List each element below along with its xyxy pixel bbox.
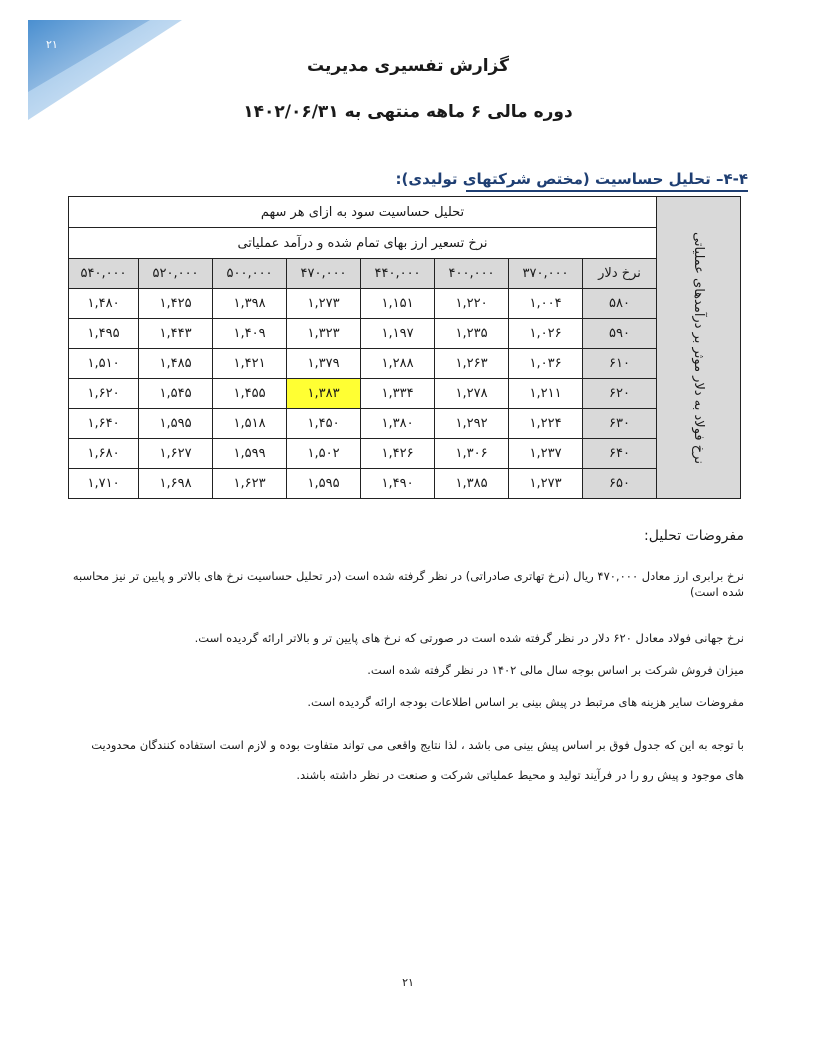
- value-cell: ۱,۴۵۵: [213, 379, 287, 409]
- value-cell: ۱,۰۲۶: [509, 319, 583, 349]
- value-cell: ۱,۴۹۵: [69, 319, 139, 349]
- value-cell: ۱,۲۳۷: [509, 439, 583, 469]
- side-label-cell: [657, 197, 741, 499]
- value-cell: ۱,۲۷۳: [509, 469, 583, 499]
- column-header: ۵۴۰,۰۰۰: [69, 259, 139, 289]
- table-row: [69, 469, 741, 499]
- value-cell: ۱,۵۱۰: [69, 349, 139, 379]
- table-row: [69, 379, 741, 409]
- value-cell: ۱,۴۲۶: [361, 439, 435, 469]
- column-header-row: [69, 259, 741, 289]
- value-cell: ۱,۴۸۵: [139, 349, 213, 379]
- table-title: تحلیل حساسیت سود به ازای هر سهم: [69, 197, 657, 228]
- value-cell: ۱,۲۳۵: [435, 319, 509, 349]
- value-cell: ۱,۲۷۳: [287, 289, 361, 319]
- section-underline: [466, 190, 748, 192]
- steel-rate-cell: ۵۸۰: [583, 289, 657, 319]
- column-header: ۴۰۰,۰۰۰: [435, 259, 509, 289]
- value-cell: ۱,۶۲۳: [213, 469, 287, 499]
- column-header: ۵۲۰,۰۰۰: [139, 259, 213, 289]
- value-cell: ۱,۴۴۳: [139, 319, 213, 349]
- table-row: [69, 289, 741, 319]
- footer-page-number: ۲۱: [402, 976, 414, 989]
- value-cell: ۱,۵۹۵: [287, 469, 361, 499]
- value-cell: ۱,۳۸۳: [287, 379, 361, 409]
- table-row: [69, 409, 741, 439]
- value-cell: ۱,۴۲۵: [139, 289, 213, 319]
- value-cell: ۱,۱۵۱: [361, 289, 435, 319]
- sensitivity-table: [68, 196, 741, 499]
- steel-rate-cell: ۶۳۰: [583, 409, 657, 439]
- steel-rate-cell: ۶۲۰: [583, 379, 657, 409]
- steel-rate-cell: ۶۵۰: [583, 469, 657, 499]
- value-cell: ۱,۵۹۵: [139, 409, 213, 439]
- value-cell: ۱,۳۲۳: [287, 319, 361, 349]
- value-cell: ۱,۰۰۴: [509, 289, 583, 319]
- table-row: [69, 439, 741, 469]
- value-cell: ۱,۵۱۸: [213, 409, 287, 439]
- value-cell: ۱,۶۹۸: [139, 469, 213, 499]
- period-title: دوره مالی ۶ ماهه منتهی به ۱۴۰۲/۰۶/۳۱: [243, 102, 573, 122]
- value-cell: ۱,۳۸۰: [361, 409, 435, 439]
- corner-page-number: ۲۱: [46, 38, 58, 51]
- value-cell: ۱,۲۸۸: [361, 349, 435, 379]
- table-subtitle: نرخ تسعیر ارز بهای تمام شده و درآمد عملیاتی: [69, 228, 657, 259]
- value-cell: ۱,۳۹۸: [213, 289, 287, 319]
- value-cell: ۱,۵۹۹: [213, 439, 287, 469]
- table-row: [69, 349, 741, 379]
- value-cell: ۱,۲۲۴: [509, 409, 583, 439]
- table-row: [69, 319, 741, 349]
- section-heading: ۴-۴– تحلیل حساسیت (مختص شرکتهای تولیدی):: [395, 170, 748, 188]
- column-header: ۴۴۰,۰۰۰: [361, 259, 435, 289]
- report-title: گزارش تفسیری مدیریت: [306, 56, 510, 76]
- value-cell: ۱,۳۸۵: [435, 469, 509, 499]
- value-cell: ۱,۳۳۴: [361, 379, 435, 409]
- value-cell: ۱,۶۲۷: [139, 439, 213, 469]
- assumption-paragraph: میزان فروش شرکت بر اساس بوجه سال مالی ۱۴۰۲ در نظر گرفته شده است.: [367, 663, 744, 677]
- value-cell: ۱,۴۲۱: [213, 349, 287, 379]
- column-header: ۴۷۰,۰۰۰: [287, 259, 361, 289]
- value-cell: ۱,۴۸۰: [69, 289, 139, 319]
- table-title-row: [69, 197, 741, 228]
- value-cell: ۱,۴۹۰: [361, 469, 435, 499]
- column-header: ۳۷۰,۰۰۰: [509, 259, 583, 289]
- value-cell: ۱,۳۰۶: [435, 439, 509, 469]
- steel-rate-cell: ۵۹۰: [583, 319, 657, 349]
- value-cell: ۱,۲۱۱: [509, 379, 583, 409]
- assumption-paragraph: مفروضات سایر هزینه های مرتبط در پیش بینی بر اساس اطلاعات بودجه ارائه گردیده است.: [307, 695, 744, 709]
- column-header: ۵۰۰,۰۰۰: [213, 259, 287, 289]
- assumption-paragraph: نرخ برابری ارز معادل ۴۷۰,۰۰۰ ریال (نرخ تهاتری صادراتی) در نظر گرفته شده است (در تحلیل حساسیت نرخ های بالاتر و پایین تر نیز محاسبه شده است): [72, 569, 744, 599]
- value-cell: ۱,۷۱۰: [69, 469, 139, 499]
- assumption-paragraph: نرخ جهانی فولاد معادل ۶۲۰ دلار در نظر گرفته شده است در صورتی که نرخ های پایین تر و بالاتر ارائه گردیده است.: [194, 631, 744, 645]
- value-cell: ۱,۰۳۶: [509, 349, 583, 379]
- assumptions-title: مفروضات تحلیل:: [644, 528, 744, 544]
- side-label: نرخ فولاد به دلار موثر بر درآمدهای عملیاتی: [691, 231, 707, 464]
- value-cell: ۱,۶۸۰: [69, 439, 139, 469]
- value-cell: ۱,۲۶۳: [435, 349, 509, 379]
- value-cell: ۱,۱۹۷: [361, 319, 435, 349]
- steel-rate-cell: ۶۴۰: [583, 439, 657, 469]
- value-cell: ۱,۶۲۰: [69, 379, 139, 409]
- value-cell: ۱,۲۲۰: [435, 289, 509, 319]
- value-cell: ۱,۲۷۸: [435, 379, 509, 409]
- assumption-paragraph: با توجه به این که جدول فوق بر اساس پیش بینی می باشد ، لذا نتایج واقعی می تواند متفاوت بوده و لازم است استفاده کنندگان محدودیت های موجود و پیش رو را در فرآیند تولید و محیط عملیاتی شرکت و صنعت در نظر داشته باشند.: [91, 738, 744, 782]
- value-cell: ۱,۴۵۰: [287, 409, 361, 439]
- table-subtitle-row: [69, 228, 741, 259]
- steel-rate-cell: ۶۱۰: [583, 349, 657, 379]
- value-cell: ۱,۵۰۲: [287, 439, 361, 469]
- value-cell: ۱,۵۴۵: [139, 379, 213, 409]
- value-cell: ۱,۶۴۰: [69, 409, 139, 439]
- value-cell: ۱,۴۰۹: [213, 319, 287, 349]
- corner-header: نرخ دلار: [583, 259, 657, 289]
- value-cell: ۱,۳۷۹: [287, 349, 361, 379]
- value-cell: ۱,۲۹۲: [435, 409, 509, 439]
